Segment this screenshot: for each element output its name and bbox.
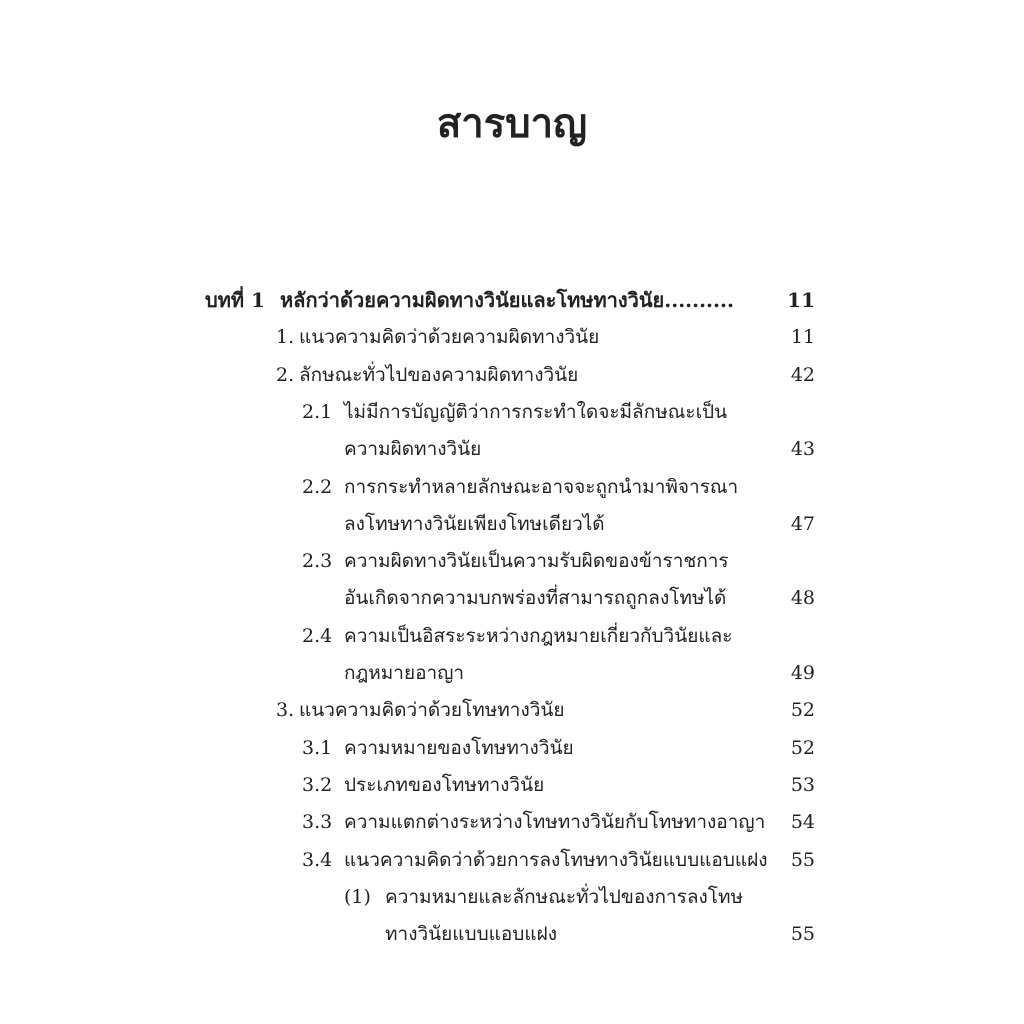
toc-entry <box>0 880 1024 914</box>
toc-chapter-heading <box>0 283 1024 317</box>
toc-entry-number: 3. <box>276 699 295 722</box>
toc-entry-number: 3.3 <box>302 811 333 834</box>
toc-entry <box>0 656 1024 690</box>
toc-page-number: 42 <box>790 363 815 386</box>
toc-page-number: 11 <box>790 326 815 349</box>
toc-entry <box>0 507 1024 541</box>
toc-entry-title: แนวความคิดว่าด้วยความผิดทางวินัย <box>299 326 600 349</box>
toc-entry-title: ความแตกต่างระหว่างโทษทางวินัยกับโทษทางอาญา <box>344 811 766 834</box>
toc-entry-title: ลงโทษทางวินัยเพียงโทษเดียวได้ <box>344 512 605 535</box>
toc-entry-title: ประเภทของโทษทางวินัย <box>344 773 545 796</box>
toc-page-number: 49 <box>790 662 815 684</box>
toc-entry <box>0 768 1024 802</box>
toc-page-number: 53 <box>790 773 815 796</box>
toc-page-number: 48 <box>790 587 815 610</box>
toc-entry <box>0 320 1024 354</box>
toc-entry-title: ความหมายของโทษทางวินัย <box>344 736 574 759</box>
toc-entry-number: 1. <box>276 326 295 349</box>
toc-entry-number: 3.4 <box>302 848 333 871</box>
toc-entry-title: ไม่มีการบัญญัติว่าการกระทำใดจะมีลักษณะเป็น <box>344 400 728 423</box>
toc-entry-title: หลักว่าด้วยความผิดทางวินัยและโทษทางวินัย.......... <box>280 288 734 312</box>
toc-entry <box>0 731 1024 765</box>
toc-entry-number: 2. <box>276 363 295 386</box>
toc-entry <box>0 581 1024 615</box>
toc-entry-title: ความผิดทางวินัยเป็นความรับผิดของข้าราชการ <box>344 550 729 573</box>
toc-page-number: 55 <box>790 848 815 871</box>
toc-entry <box>0 843 1024 877</box>
toc-page-number: 11 <box>787 288 815 312</box>
toc-page-number: 47 <box>790 512 815 535</box>
toc-entry-title: ลักษณะทั่วไปของความผิดทางวินัย <box>299 363 579 386</box>
toc-entry-title: แนวความคิดว่าด้วยการลงโทษทางวินัยแบบแอบแฝง <box>344 848 768 871</box>
toc-entry <box>0 395 1024 429</box>
toc-entry <box>0 917 1024 951</box>
toc-entry <box>0 432 1024 466</box>
toc-entry-title: ความหมายและลักษณะทั่วไปของการลงโทษ <box>385 885 744 908</box>
toc-page-number: 52 <box>790 699 815 722</box>
toc-entry-title: อันเกิดจากความบกพร่องที่สามารถถูกลงโทษได้ <box>344 587 727 610</box>
toc-entry-number: 3.1 <box>302 736 333 759</box>
toc-entry-number: 3.2 <box>302 773 333 796</box>
toc-entry-title: กฎหมายอาญา <box>344 662 465 684</box>
toc-entry-number: บทที่ 1 <box>205 288 265 312</box>
toc-entry-title: แนวความคิดว่าด้วยโทษทางวินัย <box>299 699 565 722</box>
toc-entry <box>0 619 1024 653</box>
toc-entry <box>0 805 1024 839</box>
toc-entry-number: 2.1 <box>302 400 333 423</box>
toc-entry <box>0 358 1024 392</box>
toc-entry <box>0 470 1024 504</box>
toc-entry-number: 2.4 <box>302 624 333 647</box>
page-title: สารบาญ <box>436 100 588 147</box>
toc-entry-title: ความผิดทางวินัย <box>344 438 482 461</box>
toc-entry-number: (1) <box>344 885 371 908</box>
toc-page-number: 43 <box>790 438 815 461</box>
toc-entry-number: 2.2 <box>302 475 333 498</box>
toc-entry <box>0 693 1024 727</box>
toc-entry-number: 2.3 <box>302 550 333 573</box>
toc-entry <box>0 544 1024 578</box>
toc-page-number: 55 <box>790 923 815 946</box>
toc-entry-title: การกระทำหลายลักษณะอาจจะถูกนำมาพิจารณา <box>344 475 739 498</box>
toc-page-number: 54 <box>790 811 815 834</box>
toc-entry-title: ทางวินัยแบบแอบแฝง <box>385 923 558 946</box>
toc-page-number: 52 <box>790 736 815 759</box>
toc-entry-title: ความเป็นอิสระระหว่างกฎหมายเกี่ยวกับวินัยและ <box>344 624 733 647</box>
